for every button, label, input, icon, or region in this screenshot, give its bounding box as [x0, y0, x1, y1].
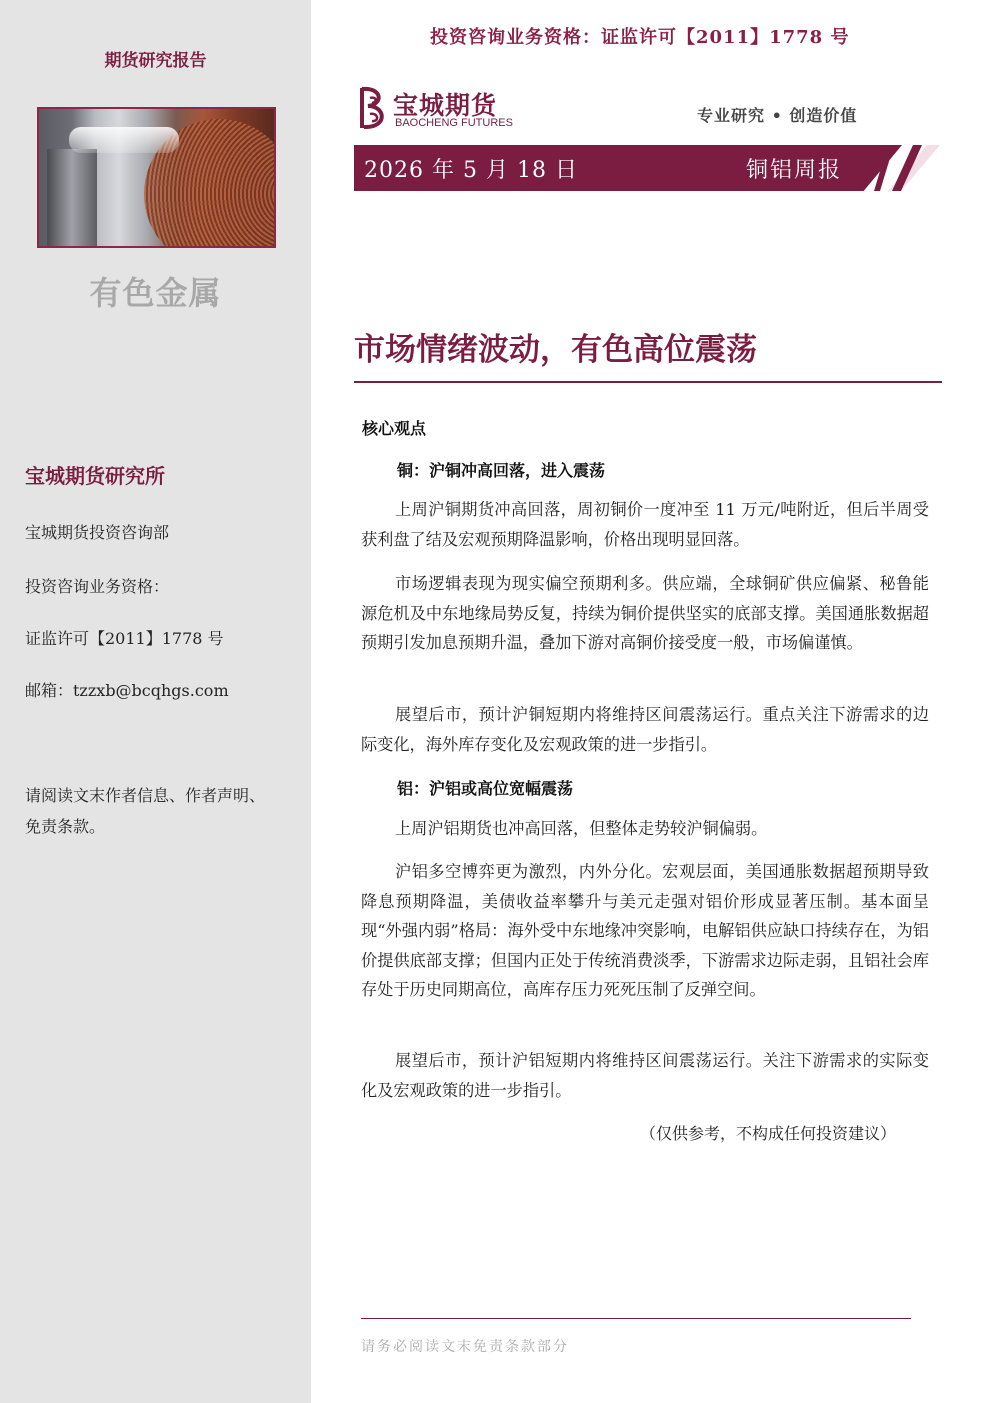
- notice-line-1: 请阅读文末作者信息、作者声明、: [25, 786, 266, 805]
- header-license: 投资咨询业务资格：证监许可【2011】1778 号: [430, 27, 850, 48]
- logo-mark-icon: [356, 86, 390, 130]
- department-name: 宝城期货投资咨询部: [25, 523, 170, 542]
- footer-divider: [361, 1318, 911, 1319]
- institute-name: 宝城期货研究所: [25, 464, 165, 488]
- date-banner: [354, 145, 940, 191]
- logo-chinese-name: 宝城期货: [393, 91, 498, 120]
- copper-paragraph-3: 展望后市，预计沪铜短期内将维持区间震荡运行。重点关注下游需求的边际变化，海外库存变化及宏观政策的进一步指引。: [361, 705, 929, 754]
- email-address[interactable]: 邮箱：tzzxb@bcqhgs.com: [25, 681, 229, 700]
- report-kind: 铜铝周报: [746, 158, 843, 183]
- title-divider: [354, 381, 942, 383]
- license-label: 投资咨询业务资格：: [25, 577, 170, 596]
- aluminum-paragraph-1: 上周沪铝期货也冲高回落，但整体走势较沪铜偏弱。: [395, 819, 768, 838]
- report-type-label: 期货研究报告: [104, 51, 207, 71]
- core-view-heading: 核心观点: [362, 419, 427, 438]
- license-number: 证监许可【2011】1778 号: [25, 629, 224, 648]
- investment-disclaimer: （仅供参考，不构成任何投资建议）: [640, 1124, 897, 1143]
- aluminum-paragraph-2: 沪铝多空博弈更为激烈，内外分化。宏观层面，美国通胀数据超预期导致降息预期降温，美债收益率攀升与美元走强对铝价形成显著压制。基本面呈现“外强内弱”格局：海外受中东地缘冲突影响，电解铝供应缺口持续存在，为铝价提供底部支撑；但国内正处于传统消费淡季，下游需求边际走弱，且铝社会库存处于历史同期高位，高库存压力死死压制了反弹空间。: [361, 862, 929, 999]
- metal-cover-image: [37, 107, 276, 248]
- report-date: 2026 年 5 月 18 日: [364, 158, 578, 183]
- company-slogan: 专业研究 • 创造价值: [697, 106, 858, 125]
- logo-english-name: BAOCHENG FUTURES: [395, 117, 513, 129]
- category-label: 有色金属: [89, 274, 222, 312]
- company-logo: [356, 86, 536, 132]
- aluminum-paragraph-3: 展望后市，预计沪铝短期内将维持区间震荡运行。关注下游需求的实际变化及宏观政策的进一步指引。: [361, 1051, 929, 1100]
- sidebar: [0, 0, 311, 1403]
- notice-line-2: 免责条款。: [25, 817, 106, 836]
- report-title: 市场情绪波动，有色高位震荡: [354, 332, 757, 368]
- footer-notice: 请务必阅读文末免责条款部分: [361, 1339, 569, 1355]
- copper-paragraph-1: 上周沪铜期货冲高回落，周初铜价一度冲至 11 万元/吨附近，但后半周受获利盘了结及宏观预期降温影响，价格出现明显回落。: [361, 500, 929, 549]
- copper-paragraph-2: 市场逻辑表现为现实偏空预期利多。供应端，全球铜矿供应偏紧、秘鲁能源危机及中东地缘局势反复，持续为铜价提供坚实的底部支撑。美国通胀数据超预期引发加息预期升温，叠加下游对高铜价接受度一般，市场偏谨慎。: [361, 574, 929, 652]
- copper-heading: 铜：沪铜冲高回落，进入震荡: [397, 461, 606, 480]
- aluminum-heading: 铝：沪铝或高位宽幅震荡: [397, 779, 574, 798]
